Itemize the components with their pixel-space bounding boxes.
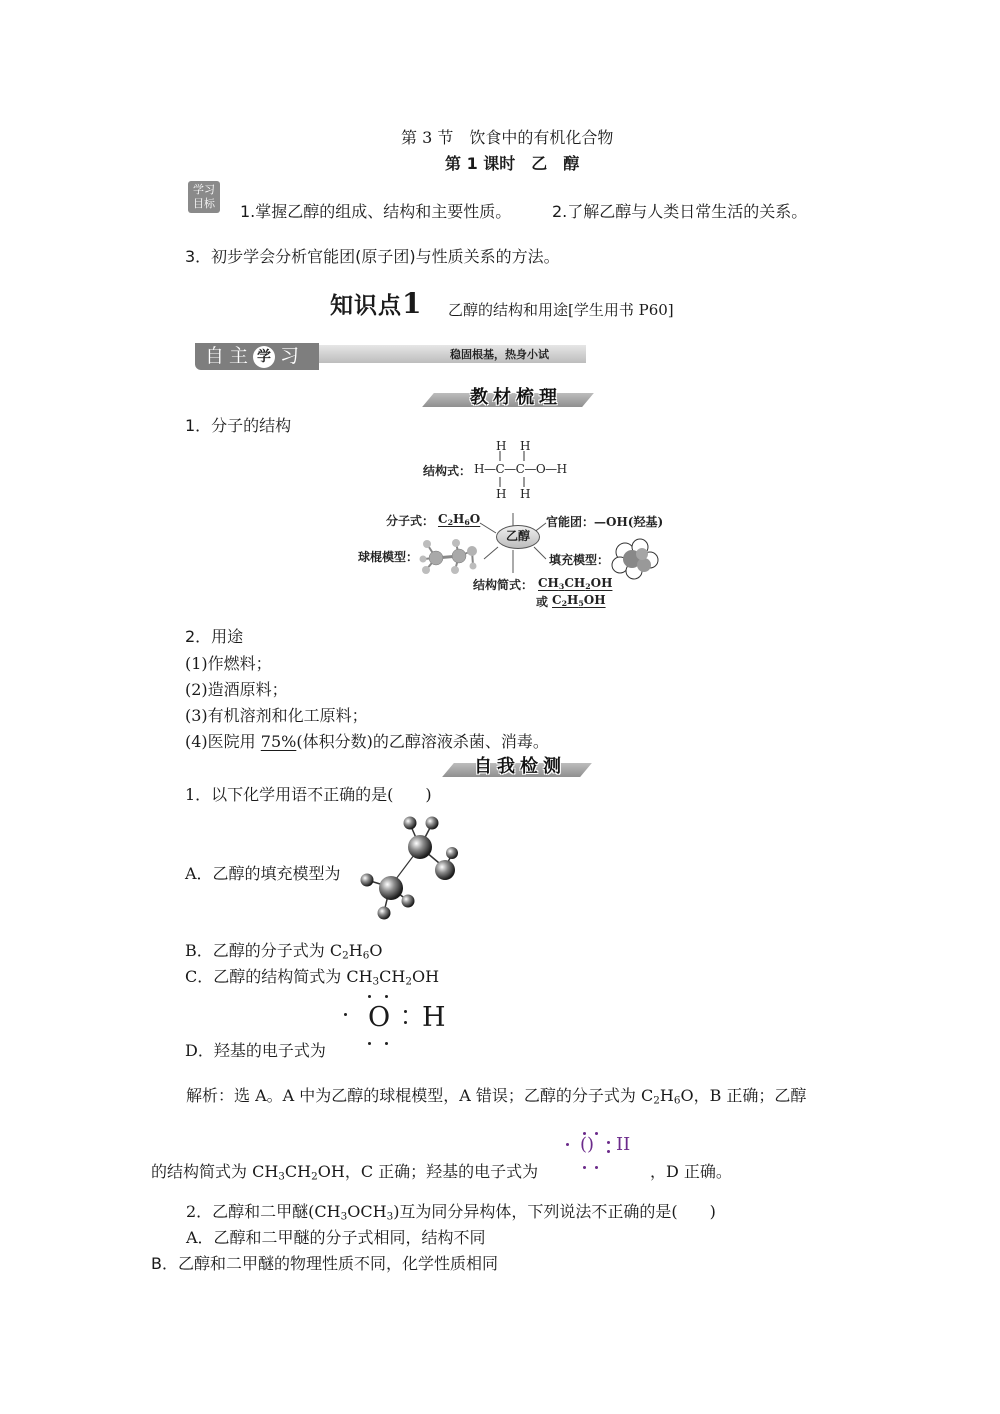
electron-atom-o: O bbox=[368, 1002, 391, 1033]
banner-char: 习 bbox=[280, 345, 305, 367]
space-filling-label: 填充模型： bbox=[549, 553, 610, 567]
optB-prefix: B．乙醇的分子式为 bbox=[185, 941, 330, 960]
q1-option-c bbox=[185, 964, 439, 987]
sf-bottom-h2: H bbox=[520, 487, 531, 501]
q2-option-a: A．乙醇和二甲醚的分子式相同，结构不同 bbox=[186, 1228, 486, 1247]
use-4 bbox=[185, 729, 549, 752]
hydroxyl-electron-formula bbox=[340, 990, 460, 1050]
q1-analysis-line2: 的结构简式为 $CH_3CH_2OH$，C 正确；羟基的电子式为 bbox=[151, 1162, 539, 1183]
optC-formula: $CH_3CH_2OH$ bbox=[346, 967, 440, 988]
banner-slogan: 稳固根基，热身小试 bbox=[450, 348, 549, 361]
learning-goals-badge bbox=[188, 181, 220, 213]
center-node-ethanol: 乙醇 bbox=[496, 525, 540, 549]
ball-stick-model-icon bbox=[420, 539, 478, 574]
ball-stick-label: 球棍模型： bbox=[358, 550, 419, 564]
condensed-formula-2: $C_2H_5OH$ bbox=[552, 593, 606, 608]
structural-formula-label: 结构式： bbox=[423, 464, 472, 478]
molecular-formula: $C_2H_6O$ bbox=[438, 512, 481, 527]
q1-analysis-line2-suffix: ，D 正确。 bbox=[650, 1162, 732, 1181]
knowledge-point-number: 1 bbox=[402, 287, 423, 320]
use4-suffix: (体积分数)的乙醇溶液杀菌、消毒。 bbox=[296, 732, 549, 751]
use4-percent: 75% bbox=[260, 732, 297, 751]
ethanol-structure-diagram bbox=[350, 435, 680, 615]
self-study-banner bbox=[195, 343, 319, 370]
badge-line2: 目标 bbox=[193, 197, 215, 210]
analysis-atom-o: () bbox=[580, 1134, 595, 1155]
q1-option-a: A．乙醇的填充模型为 bbox=[185, 864, 341, 883]
use4-prefix: (4)医院用 bbox=[185, 732, 261, 751]
banner-char: 主 bbox=[229, 345, 254, 367]
item1-title: 1．分子的结构 bbox=[185, 416, 292, 435]
banner-char: 自 bbox=[205, 345, 230, 367]
textbook-review-heading: 教材梳理 bbox=[470, 387, 562, 408]
q1-stem: 1．以下化学用语不正确的是( ) bbox=[185, 785, 432, 804]
knowledge-point-subtitle: 乙醇的结构和用途[学生用书 P60] bbox=[448, 301, 674, 319]
q1-option-b bbox=[185, 938, 382, 961]
use-3: (3)有机溶剂和化工原料； bbox=[185, 706, 368, 725]
q1-option-d: D．羟基的电子式为 bbox=[185, 1041, 326, 1060]
condensed-formula-label: 结构简式： bbox=[473, 578, 534, 592]
self-test-heading: 自我检测 bbox=[474, 756, 566, 777]
ethanol-ball-stick-model-icon bbox=[355, 812, 465, 922]
use-1: (1)作燃料； bbox=[185, 654, 272, 673]
sf-bottom-h1: H bbox=[496, 487, 507, 501]
knowledge-point-label: 知识点 bbox=[330, 293, 402, 319]
lesson-title: 第 1 课时 乙 醇 bbox=[445, 154, 580, 173]
analysis-atom-h: II bbox=[616, 1134, 631, 1155]
q1-analysis-line1: 解析：选 A。A 中为乙醇的球棍模型，A 错误；乙醇的分子式为 $C_2H_6O$，B 正确；乙醇 bbox=[186, 1086, 807, 1107]
knowledge-point-title bbox=[330, 287, 422, 320]
condensed-formula-1: $CH_3CH_2OH$ bbox=[538, 576, 613, 591]
badge-line1: 学习 bbox=[193, 183, 215, 196]
functional-group-label: 官能团： bbox=[546, 515, 595, 529]
analysis-electron-formula bbox=[563, 1128, 653, 1178]
item2-title: 2．用途 bbox=[185, 627, 244, 646]
space-filling-model-icon bbox=[612, 539, 658, 579]
electron-atom-h: H bbox=[422, 1002, 446, 1033]
goal-2: 2.了解乙醇与人类日常生活的关系。 bbox=[552, 202, 808, 221]
functional-group: —OH(羟基) bbox=[594, 515, 664, 529]
sf-top-h1: H bbox=[496, 439, 507, 453]
q2-option-b: B．乙醇和二甲醚的物理性质不同，化学性质相同 bbox=[151, 1254, 498, 1273]
structural-formula: H—C—C—O—H bbox=[474, 462, 567, 476]
molecular-formula-label: 分子式： bbox=[386, 514, 435, 528]
banner-char-circled: 学 bbox=[253, 346, 275, 368]
q2-stem: 2．乙醇和二甲醚$(CH_3OCH_3)$互为同分异构体，下列说法不正确的是( ) bbox=[186, 1202, 716, 1223]
optB-formula: $C_2H_6O$ bbox=[329, 941, 383, 962]
goal-1: 1.掌握乙醇的组成、结构和主要性质。 bbox=[240, 202, 512, 221]
goal-3: 3．初步学会分析官能团(原子团)与性质关系的方法。 bbox=[185, 247, 560, 266]
condensed-formula-or: 或 bbox=[536, 595, 549, 609]
optC-prefix: C．乙醇的结构简式为 bbox=[185, 967, 347, 986]
use-2: (2)造酒原料； bbox=[185, 680, 288, 699]
sf-top-h2: H bbox=[520, 439, 531, 453]
section-title: 第 3 节 饮食中的有机化合物 bbox=[401, 128, 614, 147]
